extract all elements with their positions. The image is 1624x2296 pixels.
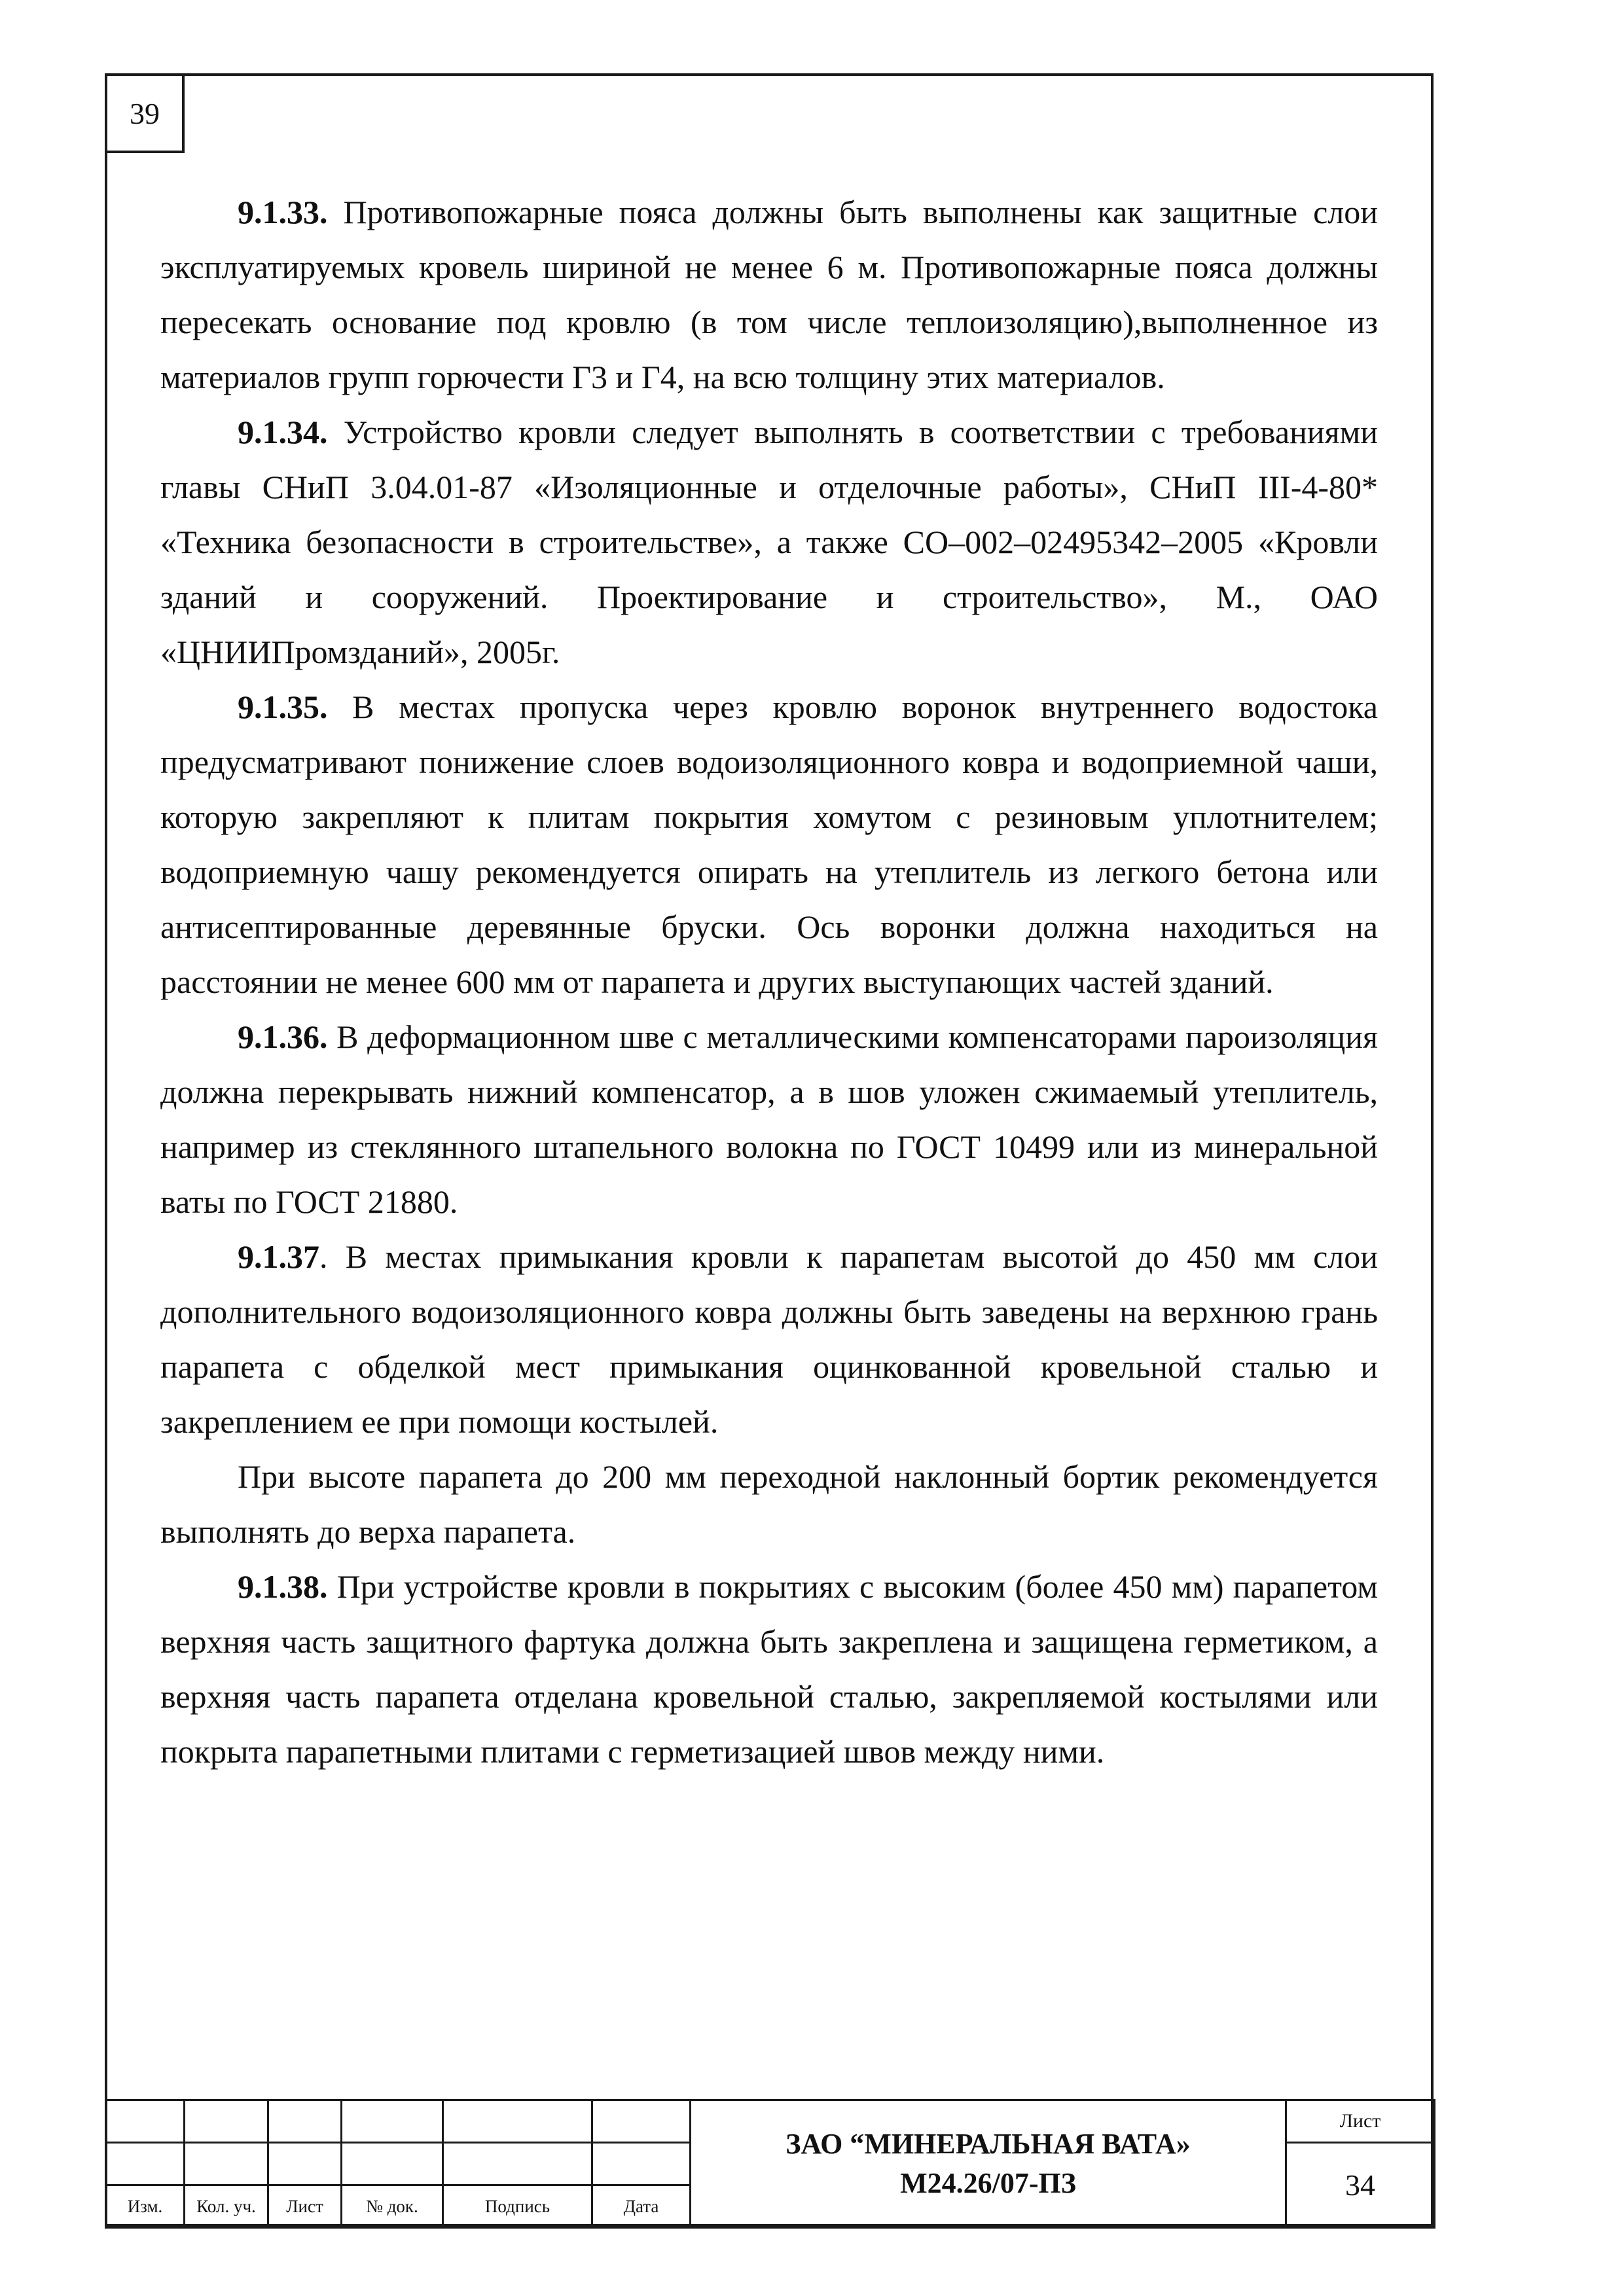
paragraph-9-1-37-note: [160, 1449, 1378, 1559]
paragraph-9-1-36: [160, 1009, 1378, 1229]
clause-text: Устройство кровли следует выполнять в соответствии с требованиями главы СНиП 3.04.01-87 «Изоляционные и отделочные работы», СНиП III-4-80* «Техника безопасности в строительстве», а также СО–002–02495342–2005 «Кровли зданий и сооружений. Проектирование и строительство», М., ОАО «ЦНИИПромзданий», 2005г.: [160, 414, 1378, 670]
clause-text: При высоте парапета до 200 мм переходной наклонный бортик рекомендуется выполнять до верха парапета.: [160, 1458, 1378, 1550]
label-signature: Подпись: [443, 2185, 592, 2228]
clause-number: 9.1.33.: [238, 194, 328, 230]
clause-number: 9.1.38.: [238, 1568, 328, 1605]
organization-name: ЗАО “МИНЕРАЛЬНАЯ ВАТА»: [785, 2128, 1191, 2160]
sheet-number: 34: [1286, 2143, 1435, 2228]
clause-number: 9.1.34.: [238, 414, 328, 450]
clause-text: При устройстве кровли в покрытиях с высоким (более 450 мм) парапетом верхняя часть защитного фартука должна быть закреплена и защищена герметиком, а верхняя часть парапета отделана кровельной сталью, закрепляемой костылями или покрыта парапетными плитами с герметизацией швов между ними.: [160, 1568, 1378, 1770]
clause-number: 9.1.35.: [238, 689, 328, 725]
paragraph-9-1-38: [160, 1559, 1378, 1779]
paragraph-9-1-37: [160, 1229, 1378, 1449]
title-block-table: [105, 2099, 1435, 2229]
label-izm: Изм.: [106, 2185, 185, 2228]
organization-cell: [691, 2100, 1286, 2228]
clause-text: В деформационном шве с металлическими компенсаторами пароизоляция должна перекрывать нижний компенсатор, а в шов уложен сжимаемый утеплитель, например из стеклянного штапельного волокна по ГОСТ 10499 или из минеральной ваты по ГОСТ 21880.: [160, 1018, 1378, 1220]
clause-number: 9.1.36.: [238, 1018, 328, 1055]
page-number: 39: [105, 73, 185, 153]
label-doc-number: № док.: [342, 2185, 443, 2228]
label-list: Лист: [268, 2185, 342, 2228]
label-kol-uch: Кол. уч.: [185, 2185, 268, 2228]
paragraph-9-1-35: [160, 679, 1378, 1009]
label-date: Дата: [592, 2185, 691, 2228]
title-block: [105, 2099, 1434, 2227]
clause-text: . В местах примыкания кровли к парапетам высотой до 450 мм слои дополнительного водоизоляционного ковра должны быть заведены на верхнюю грань парапета с обделкой мест примыкания оцинкованной кровельной сталью и закреплением ее при помощи костылей.: [160, 1238, 1378, 1440]
clause-number: 9.1.37: [238, 1238, 319, 1275]
sheet-label: Лист: [1286, 2100, 1435, 2143]
paragraph-9-1-33: [160, 185, 1378, 404]
clause-text: В местах пропуска через кровлю воронок внутреннего водостока предусматривают понижение слоев водоизоляционного ковра и водоприемной чаши, которую закрепляют к плитам покрытия хомутом с резиновым уплотнителем; водоприемную чашу рекомендуется опирать на утеплитель из легкого бетона или антисептированные деревянные бруски. Ось воронки должна находиться на расстоянии не менее 600 мм от парапета и других выступающих частей зданий.: [160, 689, 1378, 1000]
document-code: М24.26/07-ПЗ: [900, 2167, 1076, 2199]
clause-text: Противопожарные пояса должны быть выполнены как защитные слои эксплуатируемых кровель шириной не менее 6 м. Противопожарные пояса должны пересекать основание под кровлю (в том числе теплоизоляцию),выполненное из материалов групп горючести Г3 и Г4, на всю толщину этих материалов.: [160, 194, 1378, 395]
paragraph-9-1-34: [160, 404, 1378, 679]
document-body: [160, 185, 1378, 1779]
